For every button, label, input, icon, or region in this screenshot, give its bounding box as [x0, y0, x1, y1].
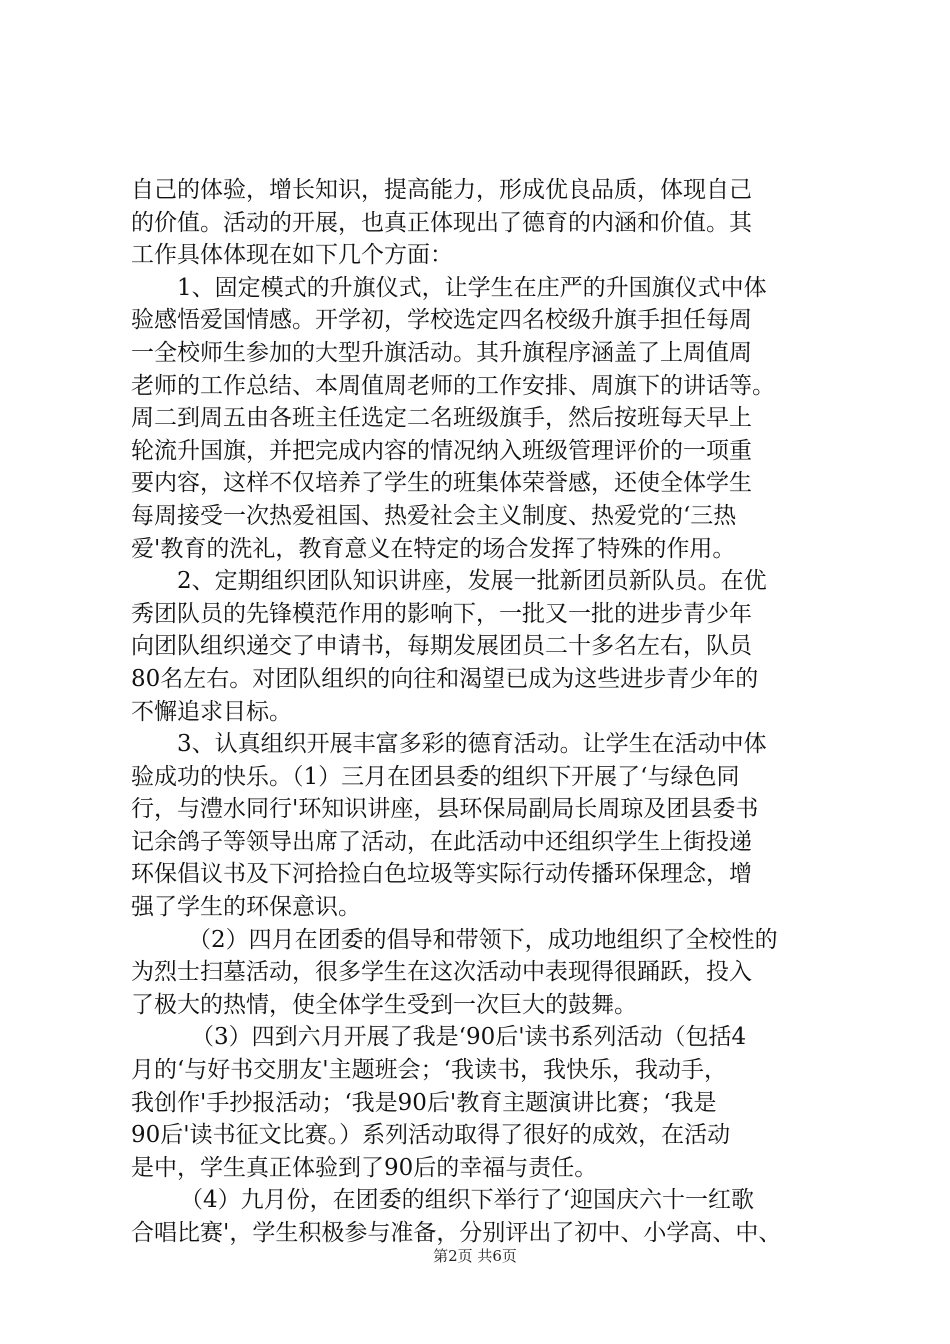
text-line: 合唱比赛'，学生积极参与准备，分别评出了初中、小学高、中、: [131, 1220, 782, 1246]
text-line: 记余鸽子等领导出席了活动，在此活动中还组织学生上街投递: [131, 828, 752, 855]
text-line: 是中，学生真正体验到了90后的幸福与责任。: [131, 1154, 598, 1181]
text-line: 秀团队员的先锋模范作用的影响下，一批又一批的进步青少年: [131, 600, 752, 627]
text-line: 3、认真组织开展丰富多彩的德育活动。让学生在活动中体: [177, 731, 767, 758]
document-body: [131, 174, 831, 1250]
text-line: 环保倡议书及下河拾捡白色垃圾等实际行动传播环保理念，增: [131, 861, 752, 888]
text-line: 一全校师生参加的大型升旗活动。其升旗程序涵盖了上周值周: [131, 339, 752, 366]
text-line: 强了学生的环保意识。: [131, 894, 361, 921]
text-line: 周二到周五由各班主任选定二名班级旗手，然后按班每天早上: [131, 405, 752, 432]
text-line: 轮流升国旗，并把完成内容的情况纳入班级管理评价的一项重: [131, 437, 752, 464]
text-line: 工作具体体现在如下几个方面：: [131, 242, 453, 269]
page-footer: 第2页 共6页: [433, 1247, 517, 1265]
text-line: （4）九月份，在团委的组织下举行了‘迎国庆六十一红歌: [180, 1187, 754, 1214]
text-line: 向团队组织递交了申请书，每期发展团员二十多名左右，队员: [131, 633, 752, 660]
text-line: 不懈追求目标。: [131, 698, 292, 725]
text-line: 的价值。活动的开展，也真正体现出了德育的内涵和价值。其: [131, 209, 752, 236]
text-line: 90后'读书征文比赛。）系列活动取得了很好的成效，在活动: [131, 1122, 731, 1149]
text-line: 老师的工作总结、本周值周老师的工作安排、周旗下的讲话等。: [131, 372, 775, 399]
text-line: 验成功的快乐。（1）三月在团县委的组织下开展了‘与绿色同: [131, 763, 740, 790]
text-line: 行，与澧水同行'环知识讲座，县环保局副局长周琼及团县委书: [131, 796, 759, 823]
text-line: 月的‘与好书交朋友'主题班会；‘我读书，我快乐，我动手，: [131, 1057, 727, 1084]
text-line: 爱'教育的洗礼，教育意义在特定的场合发挥了特殊的作用。: [131, 535, 736, 562]
text-line: 为烈士扫墓活动，很多学生在这次活动中表现得很踊跃，投入: [131, 959, 752, 986]
text-line: （3）四到六月开展了我是‘90后'读书系列活动（包括4: [191, 1024, 747, 1051]
text-line: （2）四月在团委的倡导和带领下，成功地组织了全校性的: [188, 926, 778, 953]
text-line: 80名左右。对团队组织的向往和渴望已成为这些进步青少年的: [131, 665, 759, 692]
text-line: 我创作'手抄报活动；‘我是90后'教育主题演讲比赛；‘我是: [131, 1089, 717, 1116]
text-line: 每周接受一次热爱祖国、热爱社会主义制度、热爱党的‘三热: [131, 502, 737, 529]
text-line: 要内容，这样不仅培养了学生的班集体荣誉感，还使全体学生: [131, 470, 752, 497]
text-line: 1、固定模式的升旗仪式，让学生在庄严的升国旗仪式中体: [177, 274, 767, 301]
text-line: 了极大的热情，使全体学生受到一次巨大的鼓舞。: [131, 991, 637, 1018]
text-line: 2、定期组织团队知识讲座，发展一批新团员新队员。在优: [177, 568, 767, 595]
text-line: 自己的体验，增长知识，提高能力，形成优良品质，体现自己: [131, 177, 752, 203]
text-line: 验感悟爱国情感。开学初，学校选定四名校级升旗手担任每周: [131, 307, 752, 334]
